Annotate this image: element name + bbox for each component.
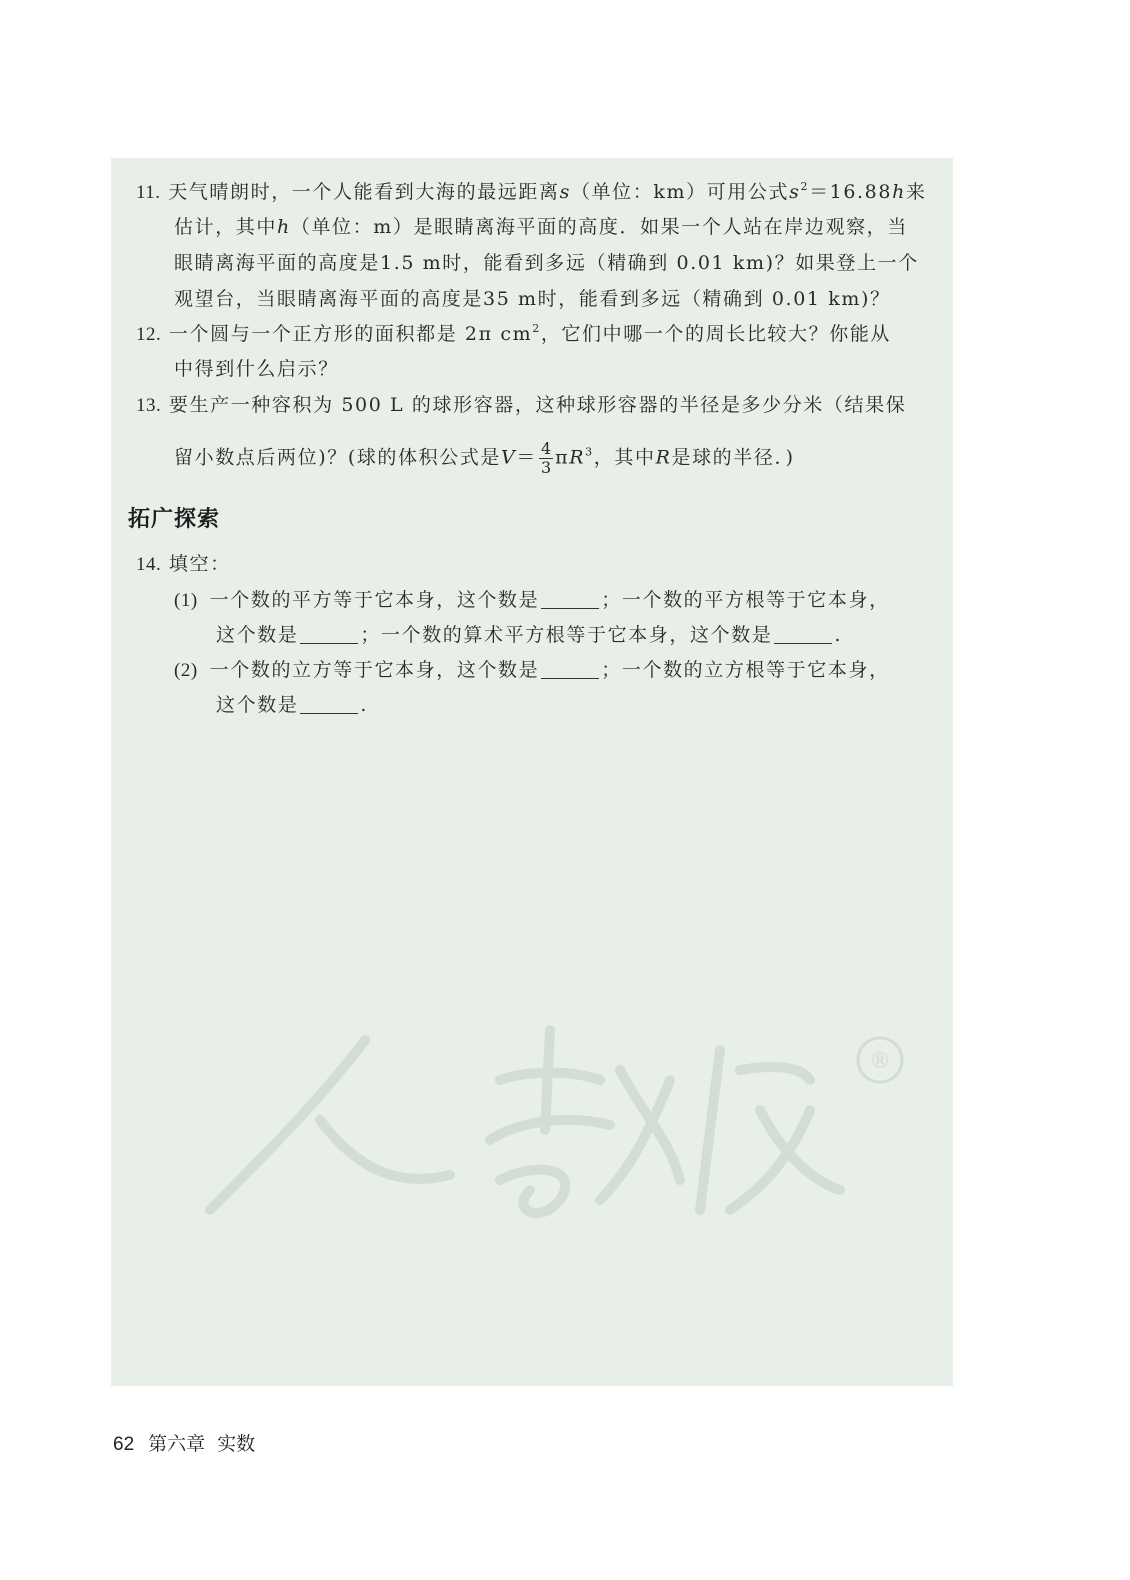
- page-number: 62: [113, 1434, 135, 1455]
- problem-number: 13.: [136, 395, 162, 416]
- chapter-label: 第六章: [148, 1433, 206, 1455]
- sub-label: (1): [174, 590, 198, 611]
- answer-blank[interactable]: [300, 695, 358, 714]
- section-title: 拓广探索: [128, 507, 221, 532]
- answer-blank[interactable]: [541, 660, 599, 679]
- chapter-title: 实数: [217, 1433, 256, 1455]
- problem-12-line-1: 12. 一个圆与一个正方形的面积都是 2π $cm^2$，它们中哪一个的周长比较大？你能从: [136, 322, 892, 345]
- problem-14-part-1-line-2: 这个数是 ；一个数的算术平方根等于它本身，这个数是 .: [216, 624, 843, 646]
- problem-14-part-2-line-1: (2) 一个数的立方等于它本身，这个数是 ；一个数的立方根等于它本身，: [174, 659, 890, 681]
- problem-number: 14.: [136, 554, 162, 575]
- problem-13-line-2: 留小数点后两位)？(球的体积公式是V＝ $\frac{4}{3}$ $\pi R^3$，其中R是球的半径．): [174, 439, 795, 477]
- problem-11-line-4: 观望台，当眼睛离海平面的高度是35 m时，能看到多远（精确到 0.01 km)？: [174, 288, 891, 310]
- problem-14-intro: 14. 填空：: [136, 553, 231, 575]
- page-footer: [113, 1429, 255, 1456]
- problem-12-line-2: 中得到什么启示？: [174, 358, 339, 380]
- problem-11-line-3: 眼睛离海平面的高度是1.5 m时，能看到多远（精确到 0.01 km)？如果登上一个: [174, 252, 919, 274]
- problem-number: 12.: [136, 324, 162, 345]
- problem-13-line-1: 13. 要生产一种容积为 500 L 的球形容器，这种球形容器的半径是多少分米（结果保: [136, 394, 907, 416]
- problem-14-part-1-line-1: (1) 一个数的平方等于它本身，这个数是 ；一个数的平方根等于它本身，: [174, 589, 890, 611]
- registered-mark: ®: [869, 1049, 891, 1074]
- publisher-watermark: [200, 1010, 920, 1240]
- problem-number: 11.: [136, 182, 161, 203]
- problem-11-line-2: 估计，其中h（单位：m）是眼睛离海平面的高度．如果一个人站在岸边观察，当: [174, 216, 908, 238]
- sub-label: (2): [174, 660, 198, 681]
- fraction-four-thirds: $\frac{4}{3}$: [540, 439, 552, 477]
- answer-blank[interactable]: [541, 590, 599, 609]
- problem-11-line-1: 11. 天气晴朗时，一个人能看到大海的最远距离s（单位：km）可用公式$s^2=16.88h$来: [136, 180, 927, 203]
- problem-14-part-2-line-2: 这个数是 .: [216, 694, 369, 716]
- answer-blank[interactable]: [774, 625, 832, 644]
- answer-blank[interactable]: [300, 625, 358, 644]
